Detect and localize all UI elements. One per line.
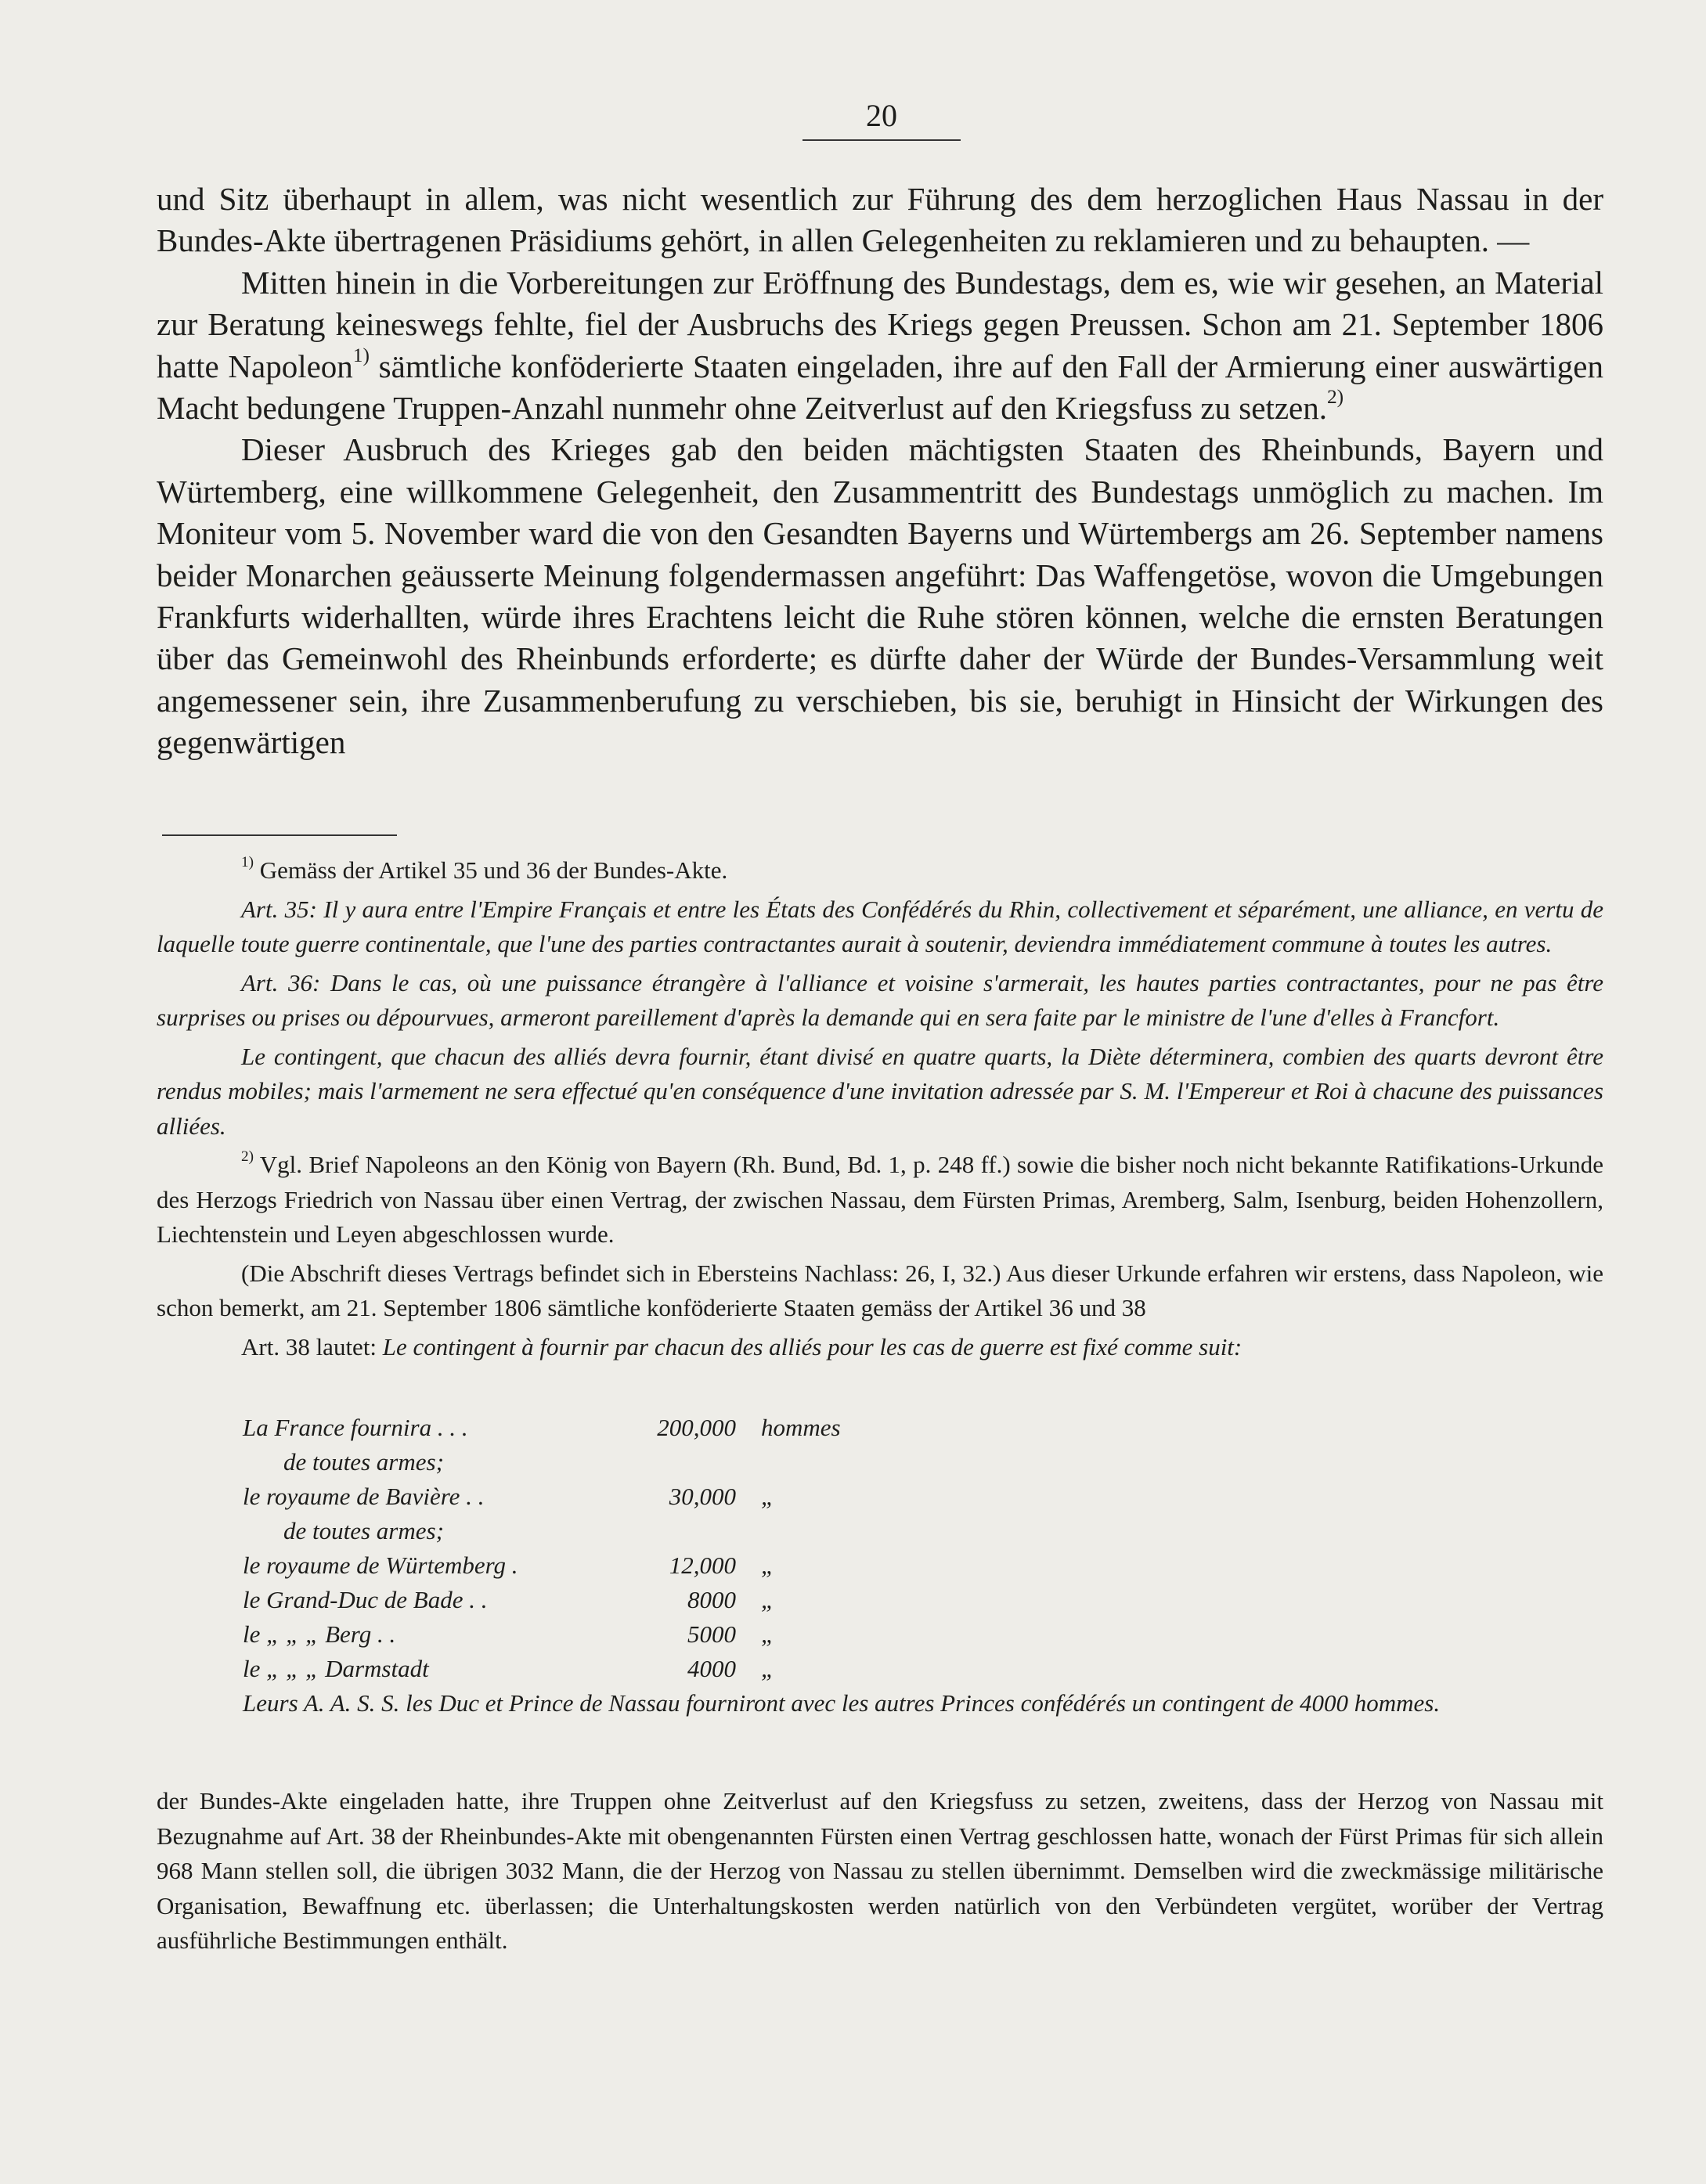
troop-country: La France fournira . . . (243, 1414, 468, 1441)
footnote-ref-1: 1) (352, 344, 370, 366)
troop-unit: „ (761, 1655, 775, 1682)
footnote-contingent (157, 1040, 1603, 1144)
footnote-art38 (157, 1330, 1603, 1365)
troop-row (243, 1479, 1603, 1514)
footnote-art36 (157, 966, 1603, 1036)
art36-label: Art. 36: (241, 968, 321, 996)
troop-unit: hommes (761, 1414, 841, 1441)
troop-unit: „ (761, 1552, 775, 1579)
paragraph-2-text-b: sämtliche konföderierte Staaten eingeladen, ihre auf den Fall der Armierung einer auswärtigen Macht bedungene Truppen-Anzahl nunmehr ohne Zeitverlust auf den Kriegsfuss zu setzen. (157, 348, 1603, 427)
main-text (157, 178, 1603, 764)
troop-amount: 12,000 (669, 1552, 736, 1579)
troop-amount: 4000 (687, 1655, 736, 1682)
footnote-1 (157, 853, 1603, 888)
footnote-art35 (157, 892, 1603, 962)
art35-label: Art. 35: (241, 895, 317, 923)
troop-subline: de toutes armes; (283, 1517, 444, 1544)
footnote-2-text: Vgl. Brief Napoleons an den König von Bayern (Rh. Bund, Bd. 1, p. 248 ff.) sowie die bisher noch nicht bekannte Ratifikations-Urkunde des Herzogs Friedrich von Nassau über einen Vertrag, der zwischen Nassau, dem Fürsten Primas, Aremberg, Salm, Isenburg, beiden Hohenzollern, Liechtenstein und Leyen abgeschlossen wurde. (157, 1151, 1603, 1248)
continuation-paragraph: der Bundes-Akte eingeladen hatte, ihre Truppen ohne Zeitverlust auf den Kriegsfuss zu setzen, zweitens, dass der Herzog von Nassau mit Bezugnahme auf Art. 38 der Rheinbundes-Akte mit obengenannten Fürsten einen Vertrag geschlossen hatte, wonach der Fürst Primas für sich allein 968 Mann stellen soll, die übrigen 3032 Mann, die der Herzog von Nassau zu stellen übernimmt. Demselben wird die zweckmässige militärische Organisation, Bewaffnung etc. überlassen; die Unterhaltungskosten werden natürlich von den Verbündeten vergütet, worüber der Vertrag ausführliche Bestimmungen enthält. (157, 1787, 1603, 1954)
troop-row (243, 1617, 1603, 1652)
footnotes (157, 853, 1603, 1368)
troop-row (243, 1548, 1603, 1583)
troop-subline: de toutes armes; (283, 1448, 444, 1476)
troop-country: le Grand-Duc de Bade . . (243, 1586, 488, 1613)
troop-closing: Leurs A. A. S. S. les Duc et Prince de Nassau fourniront avec les autres Princes confédérés un contingent de 4000 hommes. (243, 1689, 1441, 1717)
troop-unit: „ (761, 1483, 775, 1510)
paragraph-3: Dieser Ausbruch des Krieges gab den beiden mächtigsten Staaten des Rheinbunds, Bayern und Würtemberg, eine willkommene Gelegenheit, den Zusammentritt des Bundestags unmöglich zu machen. Im Moniteur vom 5. November ward die von den Gesandten Bayerns und Würtembergs am 26. September namens beider Monarchen geäusserte Meinung folgendermassen angeführt: Das Waffengetöse, wovon die Umgebungen Frankfurts widerhallten, würde ihres Erachtens leicht die Ruhe stören können, welche die ernsten Beratungen über das Gemeinwohl des Rheinbunds erforderte; es dürfte daher der Würde der Bundes-Versammlung weit angemessener sein, ihre Zusammenberufung zu verschieben, bis sie, beruhigt in Hinsicht der Wirkungen des gegenwärtigen (157, 431, 1603, 761)
troop-amount: 5000 (687, 1620, 736, 1648)
art38-label: Art. 38 lautet: (241, 1332, 377, 1360)
troop-country: le royaume de Würtemberg . (243, 1552, 518, 1579)
continuation-text (157, 1784, 1603, 1959)
troop-row (243, 1583, 1603, 1617)
troop-amount: 30,000 (669, 1483, 736, 1510)
footnote-2-marker: 2) (241, 1148, 254, 1165)
art36-text: Dans le cas, où une puissance étrangère à l'alliance et voisine s'armerait, les hautes parties contractantes, pour ne pas être surprises ou prises ou dépourvues, armeront pareillement d'après la demande qui en sera faite par le ministre de l'une d'elles à Francfort. (157, 968, 1604, 1031)
troop-unit: „ (761, 1586, 775, 1613)
footnote-ref-2: 2) (1326, 386, 1344, 409)
footnote-1-marker: 1) (241, 853, 254, 870)
contingent-text: Le contingent, que chacun des alliés devra fournir, étant divisé en quatre quarts, la Diète déterminera, combien des quarts devront être rendus mobiles; mais l'armement ne sera effectué qu'en conséquence d'une invitation adressée par S. M. l'Empereur et Roi à chacune des puissances alliées. (157, 1042, 1603, 1140)
header-rule (803, 139, 961, 141)
troop-amount: 8000 (687, 1586, 736, 1613)
footnote-1-text: Gemäss der Artikel 35 und 36 der Bundes-Akte. (259, 856, 728, 884)
paragraph-2 (157, 262, 1603, 430)
page-number: 20 (866, 98, 897, 133)
troop-amount: 200,000 (657, 1414, 736, 1441)
paragraph-1: und Sitz überhaupt in allem, was nicht wesentlich zur Führung des dem herzoglichen Haus Nassau in der Bundes-Akte übertragenen Präsidiums gehört, in allen Gelegenheiten zu reklamieren und zu behaupten. — (157, 181, 1603, 259)
troop-country: le „ „ „ Darmstadt (243, 1655, 429, 1682)
paragraph-2-text-a: Mitten hinein in die Vorbereitungen zur Eröffnung des Bundestags, dem es, wie wir gesehen, an Material zur Beratung keineswegs fehlte, fiel der Ausbruchs des Kriegs gegen Preussen. Schon am 21. September 1806 hatte Napoleon (157, 264, 1603, 384)
troop-row (243, 1411, 1603, 1445)
footnote-2 (157, 1148, 1603, 1252)
troop-country: le „ „ „ Berg . . (243, 1620, 396, 1648)
footnote-abschrift: (Die Abschrift dieses Vertrags befindet sich in Ebersteins Nachlass: 26, I, 32.) Aus dieser Urkunde erfahren wir erstens, dass Napoleon, wie schon bemerkt, am 21. September 1806 sämtliche konföderierte Staaten gemäss der Artikel 36 und 38 (157, 1259, 1603, 1321)
troop-row (243, 1652, 1603, 1686)
footnote-rule (162, 834, 397, 836)
troop-country: le royaume de Bavière . . (243, 1483, 485, 1510)
troop-table (243, 1411, 1603, 1721)
art35-text: Il y aura entre l'Empire Français et entre les États des Confédérés du Rhin, collectivement et séparément, une alliance, en vertu de laquelle toute guerre continentale, que l'une des parties contractantes aurait à soutenir, deviendra immédiatement commune à toutes les autres. (157, 895, 1604, 957)
art38-text: Le contingent à fournir par chacun des alliés pour les cas de guerre est fixé comme suit: (382, 1332, 1243, 1360)
troop-unit: „ (761, 1620, 775, 1648)
